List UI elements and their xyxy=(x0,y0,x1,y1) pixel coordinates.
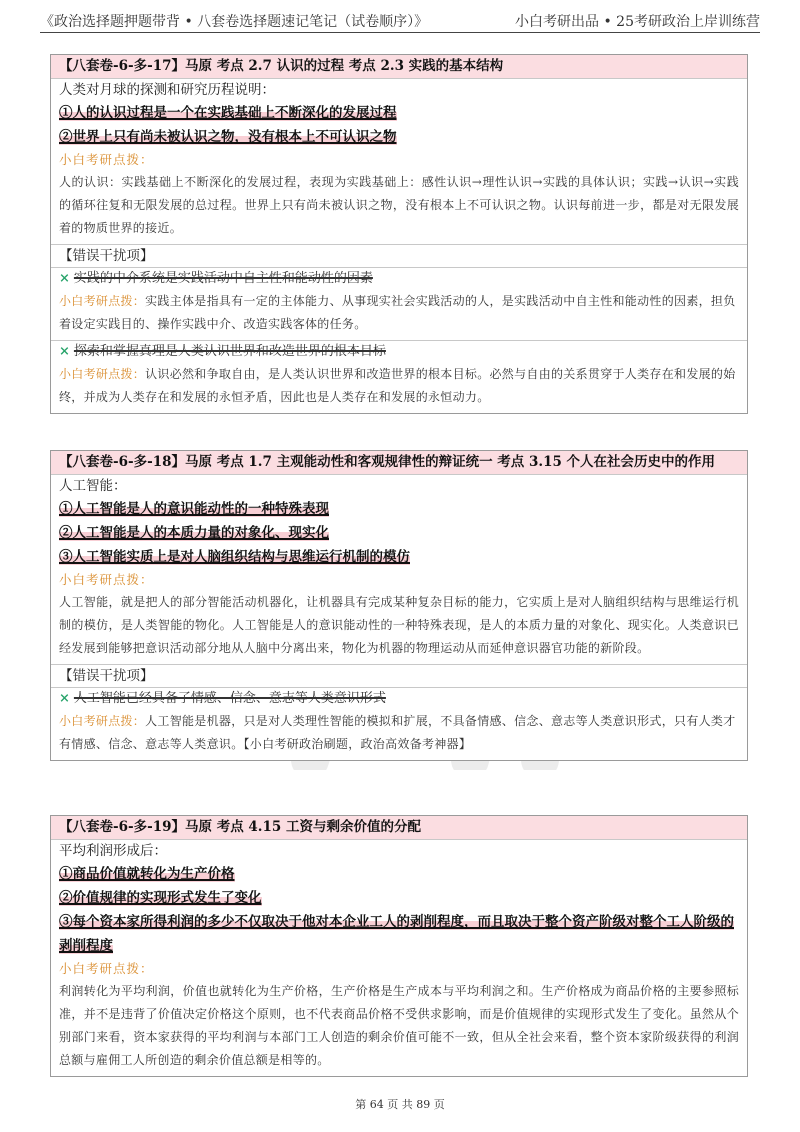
analysis-text: 人工智能，就是把人的部分智能活动机器化，让机器具有完成某种复杂目标的能力，它实质上是对人脑组织结构与思维运行机制的模仿，是人类智能的物化。人工智能是人的意识能动性的一种特殊表现，是人的本质力量的对象化、现实化。人类意识已经发展到能够把意识活动部分地从人脑中分离出来，物化为机器的物理运动从而延伸意识器官功能的新阶段。 xyxy=(59,595,739,655)
correct-option: ③人工智能实质上是对人脑组织结构与思维运行机制的模仿 xyxy=(59,549,410,565)
question-card-19 xyxy=(50,815,748,1077)
analysis-text: 利润转化为平均利润，价值也就转化为生产价格，生产价格是生产成本与平均利润之和。生产价格成为商品价格的主要参照标准，并不是违背了价值决定价格这个原则，也不代表商品价格不受供求影响，而是价值规律的实现形式发生了变化。虽然从个别部门来看，资本家获得的平均利润与本部门工人创造的剩余价值可能不一致，但从全社会来看，整个资本家阶级获得的利润总额与雇佣工人所创造的剩余价值总额是相等的。 xyxy=(59,984,739,1067)
wrong-option: × 实践的中介系统是实践活动中自主性和能动性的因素 xyxy=(59,271,373,286)
header-doc-title: 《政治选择题押题带背 • 八套卷选择题速记笔记（试卷顺序）》 xyxy=(40,14,429,30)
wrong-options-heading: 【错误干扰项】 xyxy=(51,244,747,268)
question-card-17 xyxy=(50,54,748,414)
correct-option: ①人工智能是人的意识能动性的一种特殊表现 xyxy=(59,501,329,517)
wrong-options-heading: 【错误干扰项】 xyxy=(51,664,747,688)
correct-option: ①商品价值就转化为生产价格 xyxy=(59,866,235,882)
header-brand: 小白考研出品 • 25考研政治上岸训练营 xyxy=(515,14,760,30)
correct-option: ①人的认识过程是一个在实践基础上不断深化的发展过程 xyxy=(59,105,397,121)
tip-label: 小白考研点拨： xyxy=(59,572,154,587)
wrong-option-explanation: 小白考研点拨：人工智能是机器，只是对人类理性智能的模拟和扩展，不具备情感、信念、意志等人类意识形式，只有人类才有情感、信念、意志等人类意识。【小白考研政治刷题，政治高效备考神器】 xyxy=(59,714,736,751)
correct-option: ②价值规律的实现形式发生了变化 xyxy=(59,890,262,906)
wrong-option-explanation: 小白考研点拨：认识必然和争取自由，是人类认识世界和改造世界的根本目标。必然与自由的关系贯穿于人类存在和发展的始终，并成为人类存在和发展的永恒矛盾，因此也是人类存在和发展的永恒动力。 xyxy=(59,367,736,404)
wrong-option: × 探索和掌握真理是人类认识世界和改造世界的根本目标 xyxy=(59,344,386,359)
question-stem: 人类对月球的探测和研究历程说明： xyxy=(59,82,275,98)
analysis-text: 人的认识：实践基础上不断深化的发展过程，表现为实践基础上：感性认识→理性认识→实践的具体认识；实践→认识→实践的循环往复和无限发展的总过程。世界上只有尚未被认识之物，没有根本上不可认识之物。认识每前进一步，都是对无限发展着的物质世界的接近。 xyxy=(59,175,739,235)
cross-icon: × xyxy=(59,271,70,286)
question-card-18 xyxy=(50,450,748,761)
page-footer: 第 64 页 共 89 页 xyxy=(355,1098,445,1111)
question-stem: 平均利润形成后： xyxy=(59,843,167,859)
question-title: 【八套卷-6-多-19】马原 考点 4.15 工资与剩余价值的分配 xyxy=(51,816,747,840)
tip-label: 小白考研点拨： xyxy=(59,961,154,976)
correct-option: ③每个资本家所得利润的多少不仅取决于他对本企业工人的剥削程度，而且取决于整个资产阶级对整个工人阶级的剥削程度 xyxy=(59,914,734,954)
question-stem: 人工智能： xyxy=(59,478,127,494)
cross-icon: × xyxy=(59,344,70,359)
tip-label: 小白考研点拨： xyxy=(59,152,154,167)
correct-option: ②世界上只有尚未被认识之物，没有根本上不可认识之物 xyxy=(59,129,397,145)
wrong-option: × 人工智能已经具备了情感、信念、意志等人类意识形式 xyxy=(59,691,386,706)
wrong-option-explanation: 小白考研点拨：实践主体是指具有一定的主体能力、从事现实社会实践活动的人，是实践活动中自主性和能动性的因素，担负着设定实践目的、操作实践中介、改造实践客体的任务。 xyxy=(59,294,736,331)
correct-option: ②人工智能是人的本质力量的对象化、现实化 xyxy=(59,525,329,541)
page-header xyxy=(40,10,760,33)
question-title: 【八套卷-6-多-18】马原 考点 1.7 主观能动性和客观规律性的辩证统一 考点 3.15 个人在社会历史中的作用 xyxy=(51,451,747,475)
question-title: 【八套卷-6-多-17】马原 考点 2.7 认识的过程 考点 2.3 实践的基本结构 xyxy=(51,55,747,79)
cross-icon: × xyxy=(59,691,70,706)
